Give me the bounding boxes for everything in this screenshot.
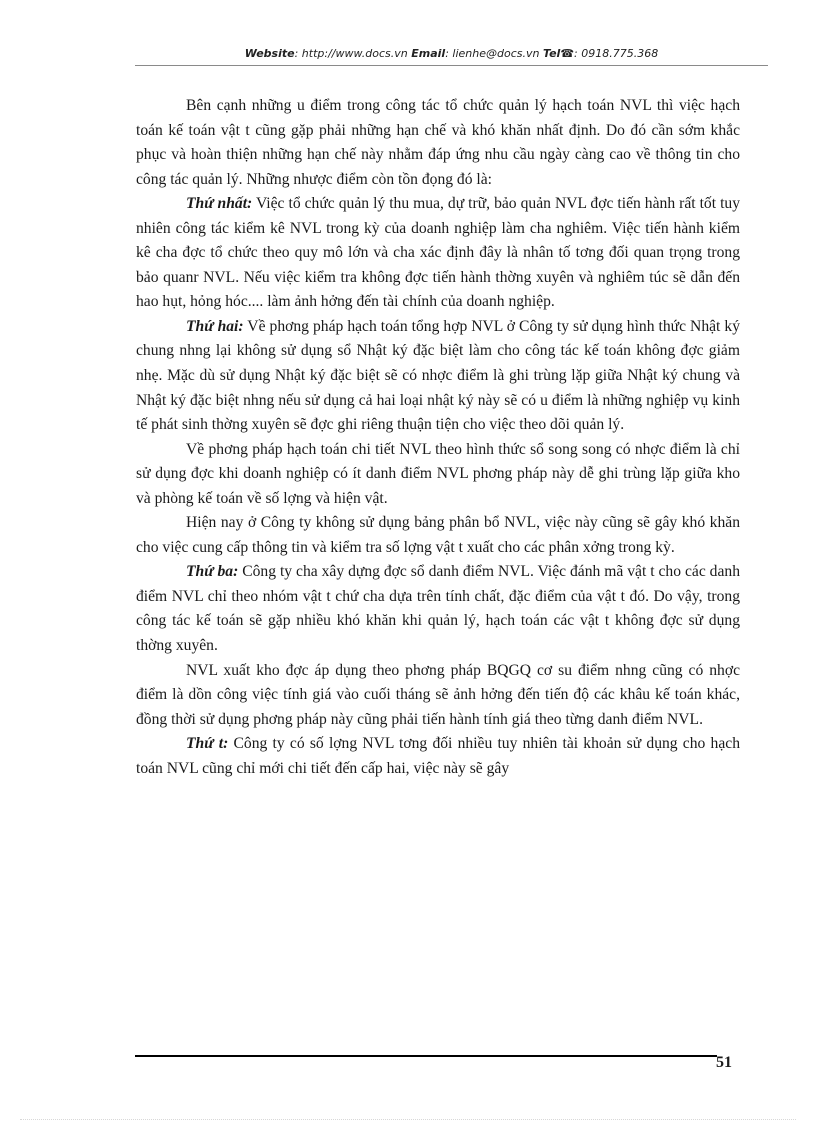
lead-thu-hai: Thứ hai:	[186, 317, 244, 335]
paragraph-5: Hiện nay ở Công ty không sử dụng bảng phân bổ NVL, việc này cũng sẽ gây khó khăn cho việc cung cấp thông tin và kiểm tra số lợng vật t xuất cho các phân xởng trong kỳ.	[136, 514, 740, 556]
page-header	[135, 45, 768, 66]
tel-label: Tel	[542, 47, 561, 60]
footer-rule	[135, 1055, 717, 1057]
paragraph-8: Thứ t: Công ty có số lợng NVL tơng đối nhiều tuy nhiên tài khoản sử dụng cho hạch toán NVL cũng chỉ mới chi tiết đến cấp hai, việc này sẽ gây	[136, 735, 740, 777]
website-label: Website	[244, 47, 295, 60]
tel-value: : 0918.775.368	[574, 47, 659, 60]
email-label: Email	[411, 47, 446, 60]
paragraph-7: NVL xuất kho đợc áp dụng theo phơng pháp BQGQ cơ su điểm nhng cũng có nhợc điểm là dồn công việc tính giá vào cuối tháng sẽ ảnh hởng đến tiến độ các khâu kế toán khác, đồng thời sử dụng phơng pháp này cũng phải tiến hành tính giá theo từng danh điểm NVL.	[136, 661, 740, 728]
paragraph-1: Bên cạnh những u điểm trong công tác tổ chức quản lý hạch toán NVL thì việc hạch toán kế toán vật t cũng gặp phải những hạn chế và khó khăn nhất định. Do đó cần sớm khắc phục và hoàn thiện những hạn chế này nhằm đáp ứng nhu cầu ngày càng cao về thông tin cho công tác quản lý. Những nhược điểm còn tồn đọng đó là:	[136, 97, 740, 188]
paragraph-3: Thứ hai: Về phơng pháp hạch toán tổng hợp NVL ở Công ty sử dụng hình thức Nhật ký chung nhng lại không sử dụng sổ Nhật ký đặc biệt làm cho công tác kế toán không đợc giảm nhẹ. Mặc dù sử dụng Nhật ký đặc biệt sẽ có nhợc điểm là ghi trùng lặp giữa Nhật ký chung và Nhật ký đặc biệt nhng nếu sử dụng cả hai loại nhật ký này sẽ có u điểm là những nghiệp vụ kinh tế phát sinh thờng xuyên sẽ đợc ghi riêng thuận tiện cho việc theo dõi quản lý.	[136, 317, 740, 434]
document-body	[136, 94, 740, 781]
paragraph-4: Về phơng pháp hạch toán chi tiết NVL theo hình thức sổ song song có nhợc điểm là chỉ sử dụng đợc khi doanh nghiệp có ít danh điểm NVL phơng pháp này dễ ghi trùng lặp giữa kho và phòng kế toán về số lợng và hiện vật.	[136, 440, 740, 507]
lead-thu-ba: Thứ ba:	[186, 563, 239, 581]
lead-thu-nhat: Thứ nhất:	[186, 195, 253, 213]
page-edge-dots	[20, 1119, 796, 1120]
paragraph-6: Thứ ba: Công ty cha xây dựng đợc sổ danh điểm NVL. Việc đánh mã vật t cho các danh điểm NVL chỉ theo nhóm vật t chứ cha dựa trên tính chất, đặc điểm của vật t đó. Do vậy, trong công tác kế toán sẽ gặp nhiều khó khăn khi quản lý, hạch toán các vật t không đợc sử dụng thờng xuyên.	[136, 563, 740, 655]
paragraph-2: Thứ nhất: Việc tổ chức quản lý thu mua, dự trữ, bảo quản NVL đợc tiến hành rất tốt tuy nhiên công tác kiểm kê NVL trong kỳ của doanh nghiệp làm cha nghiêm. Việc tiến hành kiểm kê cha đợc tổ chức theo quy mô lớn và cha xác định đây là nhân tố tơng đối quan trọng trong bảo quanr NVL. Nếu việc kiểm tra không đợc tiến hành thờng xuyên và nghiêm túc sẽ dẫn đến hao hụt, hỏng hóc.... làm ảnh hởng đến tài chính của doanh nghiệp.	[136, 195, 741, 311]
website-value: : http://www.docs.vn	[294, 47, 408, 60]
lead-thu-tu: Thứ t:	[186, 735, 229, 753]
phone-icon: ☎	[560, 47, 575, 60]
page-number: 51	[716, 1054, 732, 1071]
email-value: : lienhe@docs.vn	[445, 47, 540, 60]
